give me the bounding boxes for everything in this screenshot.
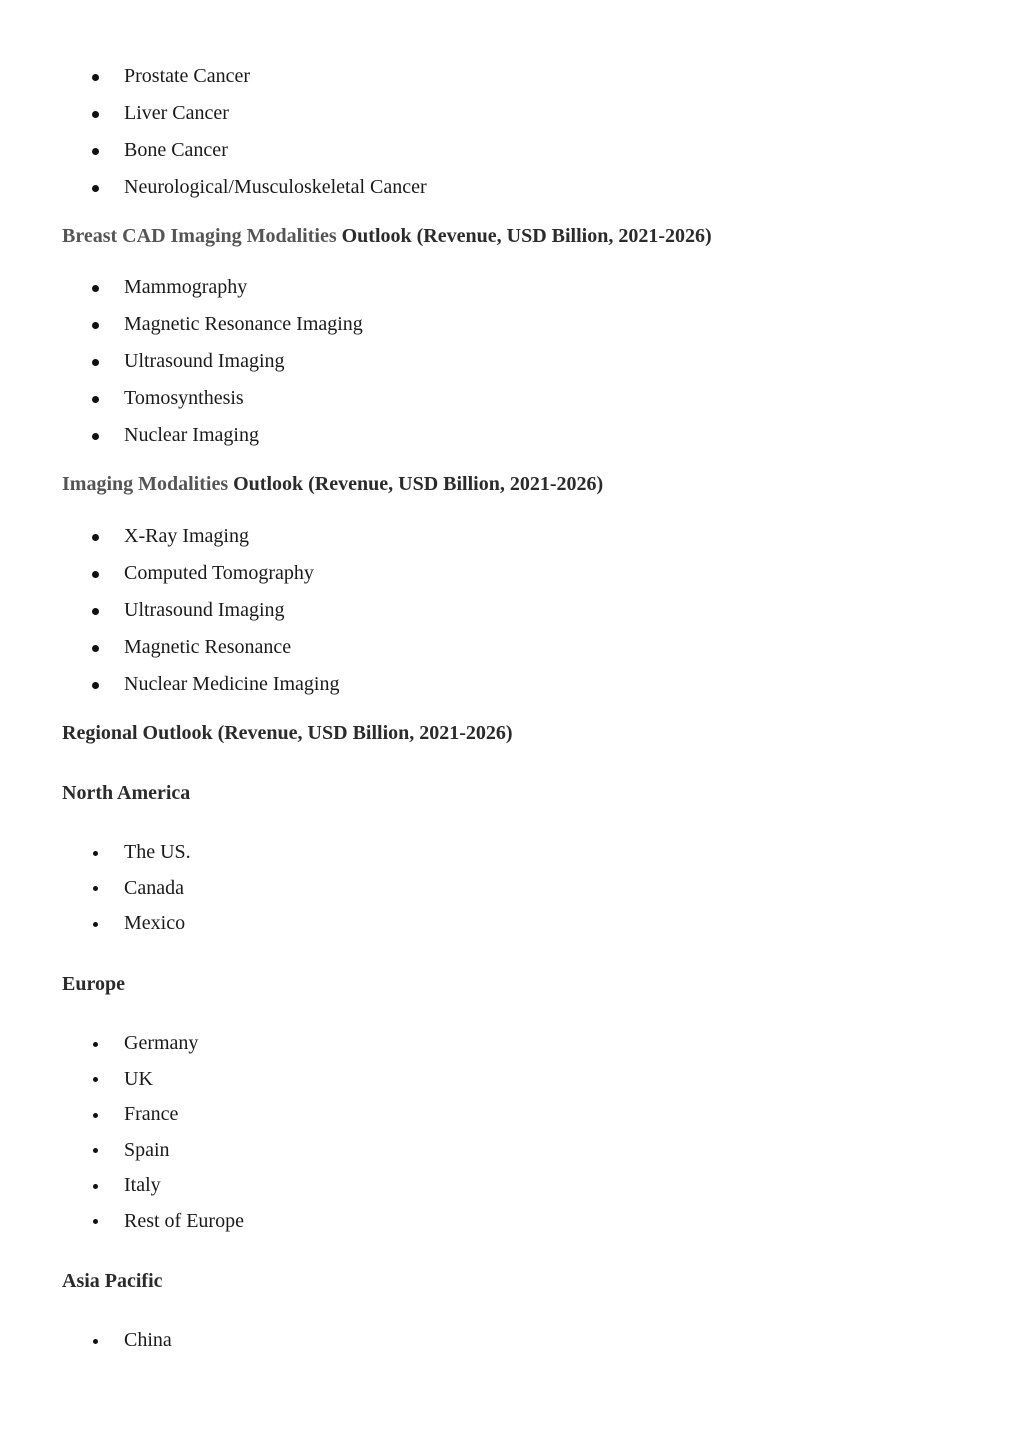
breast-cad-list [0, 269, 363, 454]
list-item: Ultrasound Imaging [0, 343, 363, 380]
list-item: Mammography [0, 269, 363, 306]
bullet-icon [92, 322, 99, 329]
asia-pacific-heading: Asia Pacific [62, 1270, 163, 1292]
bullet-icon [92, 185, 99, 192]
north-america-list [0, 835, 191, 942]
europe-heading: Europe [62, 973, 125, 995]
list-item: Germany [0, 1026, 244, 1062]
list-item: France [0, 1097, 244, 1133]
north-america-heading: North America [62, 782, 191, 804]
list-item: Bone Cancer [0, 132, 427, 169]
list-item: The US. [0, 835, 191, 871]
bullet-icon [92, 148, 99, 155]
imaging-modalities-list [0, 518, 339, 703]
bullet-icon [93, 1339, 98, 1344]
list-item: Magnetic Resonance [0, 629, 339, 666]
bullet-icon [92, 433, 99, 440]
bullet-icon [93, 886, 98, 891]
bullet-icon [93, 1077, 98, 1082]
bullet-icon [92, 608, 99, 615]
imaging-modalities-heading: Imaging Modalities Outlook (Revenue, USD Billion, 2021-2026) [62, 473, 604, 495]
bullet-icon [93, 851, 98, 856]
bullet-icon [92, 396, 99, 403]
breast-cad-heading: Breast CAD Imaging Modalities Outlook (Revenue, USD Billion, 2021-2026) [62, 225, 712, 247]
list-item: Spain [0, 1133, 244, 1169]
bullet-icon [92, 645, 99, 652]
bullet-icon [92, 359, 99, 366]
list-item: Nuclear Imaging [0, 417, 363, 454]
bullet-icon [93, 922, 98, 927]
bullet-icon [93, 1042, 98, 1047]
list-item: Prostate Cancer [0, 58, 427, 95]
regional-heading: Regional Outlook (Revenue, USD Billion, 2021-2026) [62, 722, 513, 744]
list-item: Tomosynthesis [0, 380, 363, 417]
bullet-icon [92, 285, 99, 292]
list-item: Rest of Europe [0, 1204, 244, 1240]
asia-pacific-list [0, 1323, 172, 1359]
list-item: Nuclear Medicine Imaging [0, 666, 339, 703]
bullet-icon [92, 74, 99, 81]
bullet-icon [93, 1219, 98, 1224]
list-item: X-Ray Imaging [0, 518, 339, 555]
list-item: Computed Tomography [0, 555, 339, 592]
bullet-icon [92, 534, 99, 541]
list-item: Ultrasound Imaging [0, 592, 339, 629]
bullet-icon [93, 1148, 98, 1153]
list-item: Magnetic Resonance Imaging [0, 306, 363, 343]
list-item: Liver Cancer [0, 95, 427, 132]
bullet-icon [92, 571, 99, 578]
list-item: Italy [0, 1168, 244, 1204]
bullet-icon [92, 111, 99, 118]
list-item: Mexico [0, 906, 191, 942]
list-item: UK [0, 1062, 244, 1098]
list-item: Neurological/Musculoskeletal Cancer [0, 169, 427, 206]
cancer-type-list [0, 58, 427, 206]
bullet-icon [93, 1113, 98, 1118]
list-item: Canada [0, 871, 191, 907]
list-item: China [0, 1323, 172, 1359]
bullet-icon [92, 682, 99, 689]
bullet-icon [93, 1184, 98, 1189]
europe-list [0, 1026, 244, 1239]
